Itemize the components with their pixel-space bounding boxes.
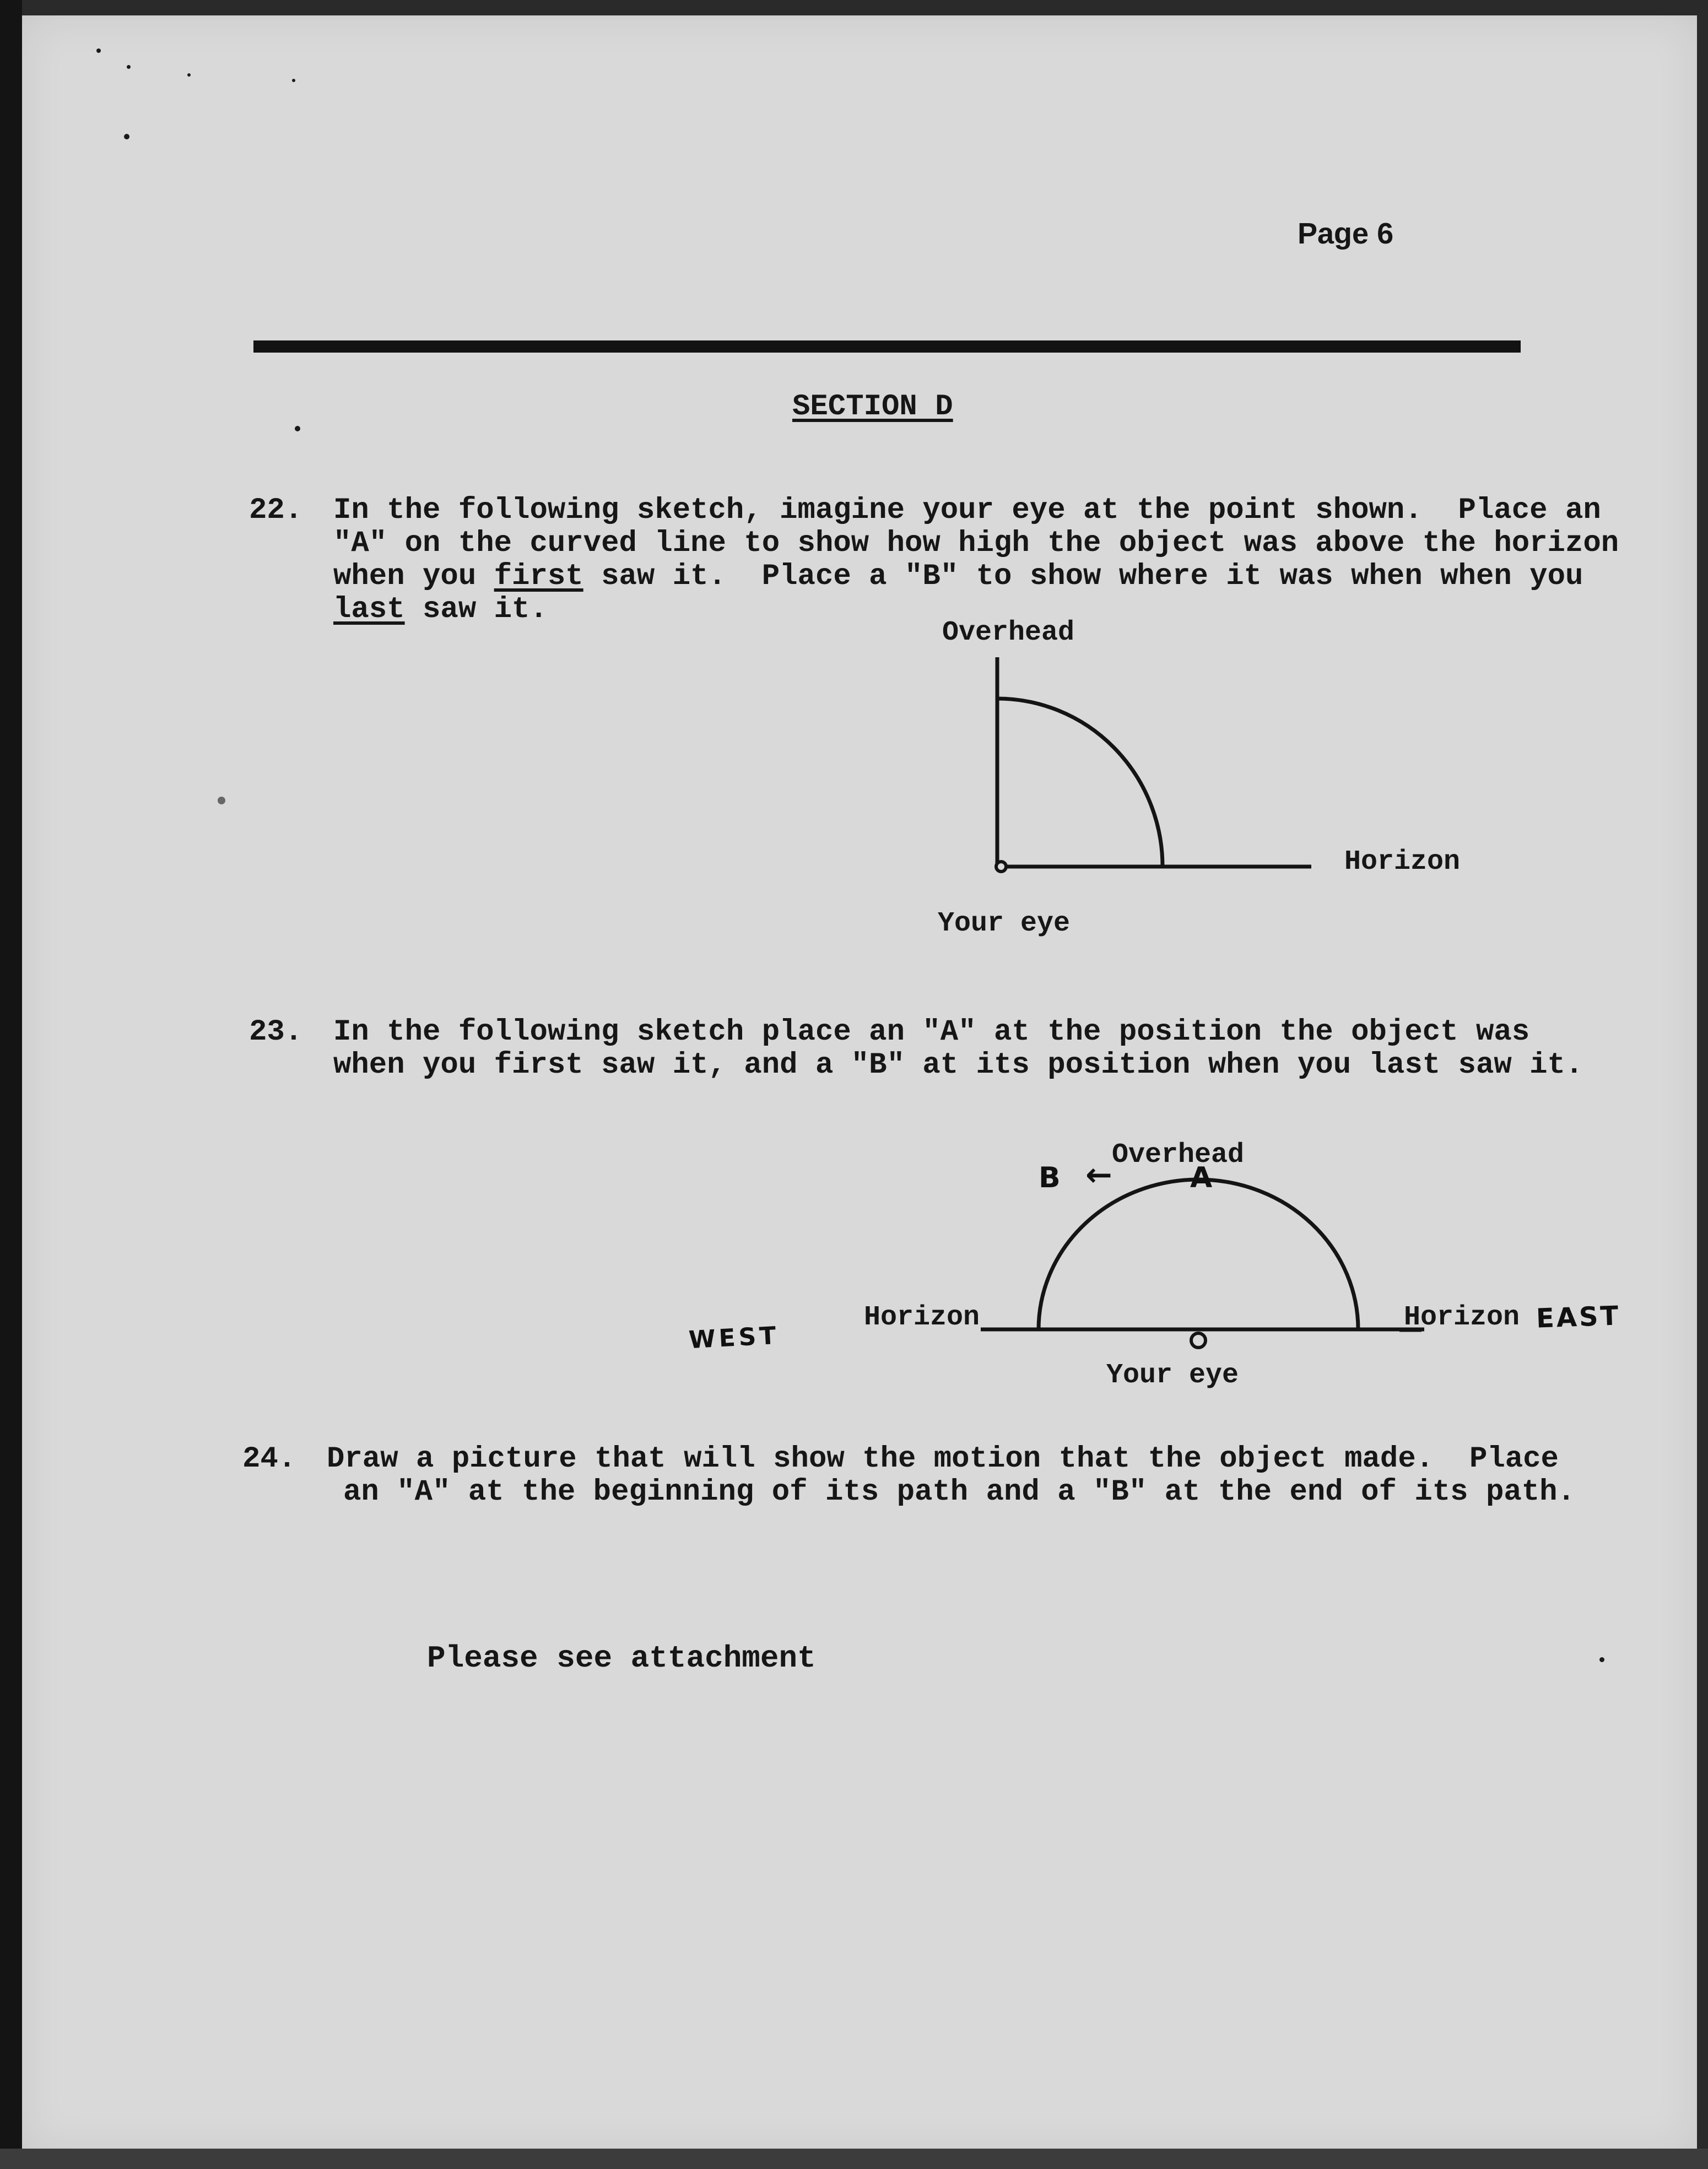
q23-overhead-label: Overhead xyxy=(1112,1139,1245,1171)
question-22-line-4-end: saw it. xyxy=(404,593,548,626)
q23-horizon-right-label: Horizon xyxy=(1404,1302,1520,1333)
handwritten-west: WEST xyxy=(688,1321,780,1355)
question-22-emphasis-last: last xyxy=(333,593,405,626)
document-page xyxy=(22,15,1697,2153)
question-23-line-2: when you first saw it, and a "B" at its position when you last saw it. xyxy=(333,1048,1583,1082)
question-22-line-3-start: when you xyxy=(333,560,494,593)
question-22-line-1: In the following sketch, imagine your eye at the point shown. Place an xyxy=(333,494,1601,527)
handwritten-arrow-icon: ← xyxy=(1085,1156,1112,1193)
q23-horizon-left-label: Horizon xyxy=(864,1302,980,1333)
question-24-number: 24. xyxy=(242,1442,296,1476)
q22-overhead-label: Overhead xyxy=(942,617,1075,648)
page-number: Page 6 xyxy=(1298,217,1394,250)
question-22-number: 22. xyxy=(249,494,303,527)
question-24-answer: Please see attachment xyxy=(427,1641,816,1676)
handwritten-a: A xyxy=(1190,1161,1213,1194)
q23-your-eye-label: Your eye xyxy=(1106,1360,1239,1391)
scan-bottom-edge xyxy=(0,2149,1708,2169)
question-22-line-2: "A" on the curved line to show how high the object was above the horizon xyxy=(333,527,1619,560)
question-22-line-3-end: saw it. Place a "B" to show where it was when when you xyxy=(583,560,1583,593)
section-title: SECTION D xyxy=(792,390,953,424)
q22-your-eye-label: Your eye xyxy=(938,908,1071,939)
handwritten-east: EAST xyxy=(1536,1300,1621,1334)
question-22-emphasis-first: first xyxy=(494,560,583,593)
handwritten-b: B xyxy=(1039,1161,1061,1194)
question-24-line-1: Draw a picture that will show the motion that the object made. Place xyxy=(327,1442,1559,1476)
question-24-line-2: an "A" at the beginning of its path and a "B" at the end of its path. xyxy=(343,1475,1575,1509)
eye-point-icon xyxy=(1191,1333,1206,1348)
question-23-number: 23. xyxy=(249,1015,303,1049)
question-23-sketch xyxy=(22,15,1697,2153)
semicircle-arc xyxy=(1039,1180,1358,1329)
question-23-line-1: In the following sketch place an "A" at the position the object was xyxy=(333,1015,1530,1049)
q22-horizon-label: Horizon xyxy=(1344,846,1461,878)
scan-left-edge xyxy=(0,0,22,2169)
